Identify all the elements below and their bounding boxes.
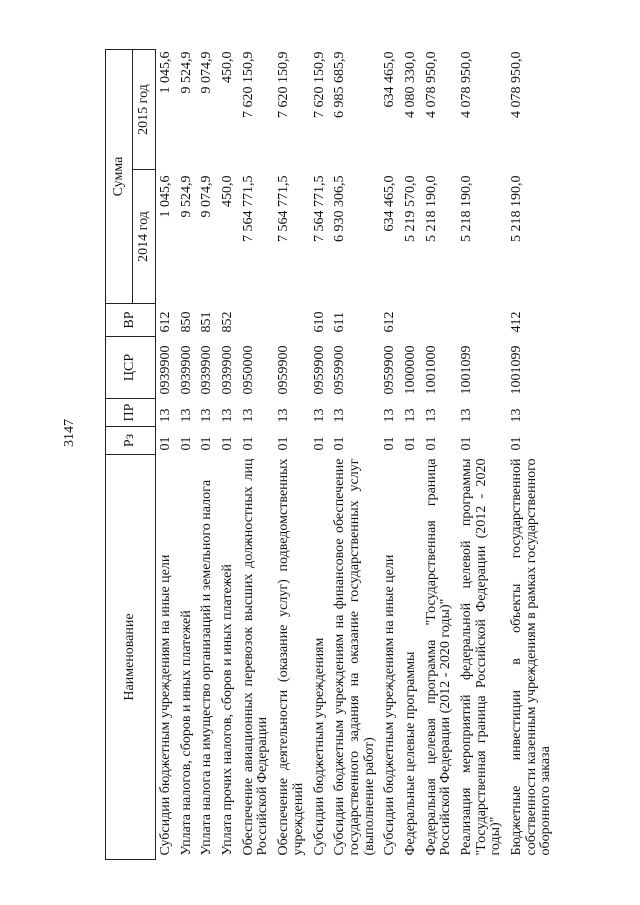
- budget-table: [105, 49, 557, 860]
- row-sum-2014: 5 218 190,0: [423, 175, 439, 242]
- row-pr: 13: [240, 408, 256, 423]
- row-rz: 01: [199, 436, 215, 451]
- table-row: [218, 50, 239, 860]
- row-name: Уплата прочих налогов, сборов и иных платежей: [220, 564, 236, 856]
- table-row: [197, 50, 218, 860]
- table-row: [457, 50, 507, 860]
- row-name: Субсидии бюджетным учреждениям на финансовое обеспечение государственного задания на оказание государственных услуг (выполнение работ): [332, 458, 377, 856]
- row-sum-2014: 634 465,0: [382, 175, 398, 232]
- row-pr: 13: [423, 408, 439, 423]
- row-rz: 01: [276, 436, 292, 451]
- row-sum-2015: 7 620 150,9: [311, 51, 327, 118]
- row-name: Обеспечение авиационных перевозок высших должностных лиц Российской Федерации: [240, 458, 271, 856]
- table-row: [156, 50, 177, 860]
- row-name: Субсидии бюджетным учреждениям на иные цели: [382, 554, 398, 856]
- row-vr: 851: [199, 311, 215, 333]
- row-vr: [274, 304, 309, 337]
- row-csr: 0959900: [311, 345, 327, 395]
- row-sum-2015: 634 465,0: [382, 51, 398, 108]
- header-csr: ЦСР: [106, 337, 156, 399]
- row-sum-2014: 5 218 190,0: [509, 175, 525, 242]
- table-row: [310, 50, 331, 860]
- row-name: Обеспечение деятельности (оказание услуг) подведомственных учреждений: [276, 458, 306, 856]
- table-row: [330, 50, 380, 860]
- row-csr: 0950000: [240, 345, 256, 395]
- row-pr: 13: [459, 408, 474, 423]
- row-sum-2015: 9 524,9: [178, 51, 194, 94]
- row-vr: 610: [311, 311, 327, 333]
- row-sum-2014: 7 564 771,5: [276, 175, 292, 242]
- table-row: [422, 50, 457, 860]
- row-name: Реализация мероприятий федеральной целевой программы "Государственная граница Российской Федерации (2012 - 2020 годы)": [459, 458, 504, 856]
- row-vr: [239, 304, 274, 337]
- row-sum-2014: 7 564 771,5: [311, 175, 327, 242]
- row-rz: 01: [158, 436, 173, 451]
- row-name: Бюджетные инвестиции в объекты государственной собственности казенным учреждениям в рамках государственного оборонного заказа: [509, 458, 554, 856]
- row-rz: 01: [509, 436, 525, 451]
- row-vr: [401, 304, 422, 337]
- row-pr: 13: [220, 408, 236, 423]
- table-row: [507, 50, 557, 860]
- table-row: [239, 50, 274, 860]
- row-sum-2015: 4 078 950,0: [423, 51, 439, 118]
- table-row: [401, 50, 422, 860]
- row-csr: 1000000: [402, 345, 418, 395]
- row-rz: 01: [402, 436, 418, 451]
- row-rz: 01: [220, 436, 236, 451]
- header-year-2015: 2015 год: [133, 50, 156, 170]
- row-vr: 412: [509, 311, 525, 333]
- row-pr: 13: [402, 408, 418, 423]
- row-csr: 0959900: [332, 345, 348, 395]
- row-rz: 01: [332, 436, 348, 451]
- row-sum-2015: 450,0: [220, 51, 236, 83]
- table-row: [274, 50, 309, 860]
- row-sum-2014: 9 074,9: [199, 175, 215, 218]
- row-sum-2014: 9 524,9: [178, 175, 194, 218]
- row-rz: 01: [311, 436, 327, 451]
- row-csr: 0939900: [178, 345, 194, 395]
- row-vr: [422, 304, 457, 337]
- table-row: [177, 50, 198, 860]
- row-pr: 13: [178, 408, 194, 423]
- page-number: 3147: [62, 419, 77, 447]
- row-pr: 13: [382, 408, 398, 423]
- row-name: Субсидии бюджетным учреждениям на иные цели: [158, 554, 173, 856]
- row-sum-2015: 1 045,6: [158, 51, 173, 94]
- row-sum-2015: 7 620 150,9: [276, 51, 292, 118]
- row-name: Субсидии бюджетным учреждениям: [311, 637, 327, 856]
- header-vr: ВР: [106, 304, 156, 337]
- row-csr: 0959900: [382, 345, 398, 395]
- row-csr: 0959900: [276, 345, 292, 395]
- row-pr: 13: [509, 408, 525, 423]
- row-rz: 01: [240, 436, 256, 451]
- row-rz: 01: [382, 436, 398, 451]
- row-vr: 612: [382, 311, 398, 333]
- header-pr: ПР: [106, 399, 156, 427]
- row-csr: 1001099: [509, 345, 525, 395]
- row-rz: 01: [459, 436, 474, 451]
- table-row: [380, 50, 401, 860]
- header-name: Наименование: [106, 455, 156, 860]
- row-sum-2014: 5 219 570,0: [402, 175, 418, 242]
- row-sum-2015: 7 620 150,9: [240, 51, 256, 118]
- row-pr: 13: [311, 408, 327, 423]
- header-year-2014: 2014 год: [133, 170, 156, 304]
- row-sum-2015: 6 985 685,9: [332, 51, 348, 118]
- table-header: [106, 50, 156, 860]
- row-name: Уплата налога на имущество организаций и земельного налога: [199, 479, 215, 856]
- row-pr: 13: [158, 408, 173, 423]
- table-body: [156, 50, 558, 860]
- row-sum-2014: 1 045,6: [158, 175, 173, 218]
- row-name: Федеральная целевая программа "Государственная граница Российской Федерации (2012 - 2020 годы)": [423, 458, 454, 856]
- row-sum-2015: 4 078 950,0: [509, 51, 525, 118]
- row-pr: 13: [276, 408, 292, 423]
- row-csr: 0939900: [220, 345, 236, 395]
- row-sum-2014: 7 564 771,5: [240, 175, 256, 242]
- row-csr: 0939900: [199, 345, 215, 395]
- row-rz: 01: [423, 436, 439, 451]
- row-csr: 1001000: [423, 345, 439, 395]
- header-rz: Рз: [106, 427, 156, 455]
- row-vr: 612: [158, 311, 173, 333]
- row-name: Уплата налогов, сборов и иных платежей: [178, 610, 194, 856]
- row-sum-2015: 9 074,9: [199, 51, 215, 94]
- row-name: Федеральные целевые программы: [402, 651, 418, 856]
- row-vr: 850: [178, 311, 194, 333]
- row-sum-2014: 450,0: [220, 175, 236, 207]
- row-csr: 0939900: [158, 345, 173, 395]
- header-sum: Сумма: [106, 50, 133, 304]
- row-vr: 852: [220, 311, 236, 333]
- row-rz: 01: [178, 436, 194, 451]
- row-sum-2014: 6 930 306,5: [332, 175, 348, 242]
- row-sum-2015: 4 078 950,0: [459, 51, 474, 118]
- row-sum-2015: 4 080 330,0: [402, 51, 418, 118]
- row-pr: 13: [199, 408, 215, 423]
- rotated-page: [105, 50, 605, 860]
- row-vr: [457, 304, 507, 337]
- row-vr: 611: [332, 312, 348, 333]
- row-pr: 13: [332, 408, 348, 423]
- row-sum-2014: 5 218 190,0: [459, 175, 474, 242]
- row-csr: 1001099: [459, 345, 474, 395]
